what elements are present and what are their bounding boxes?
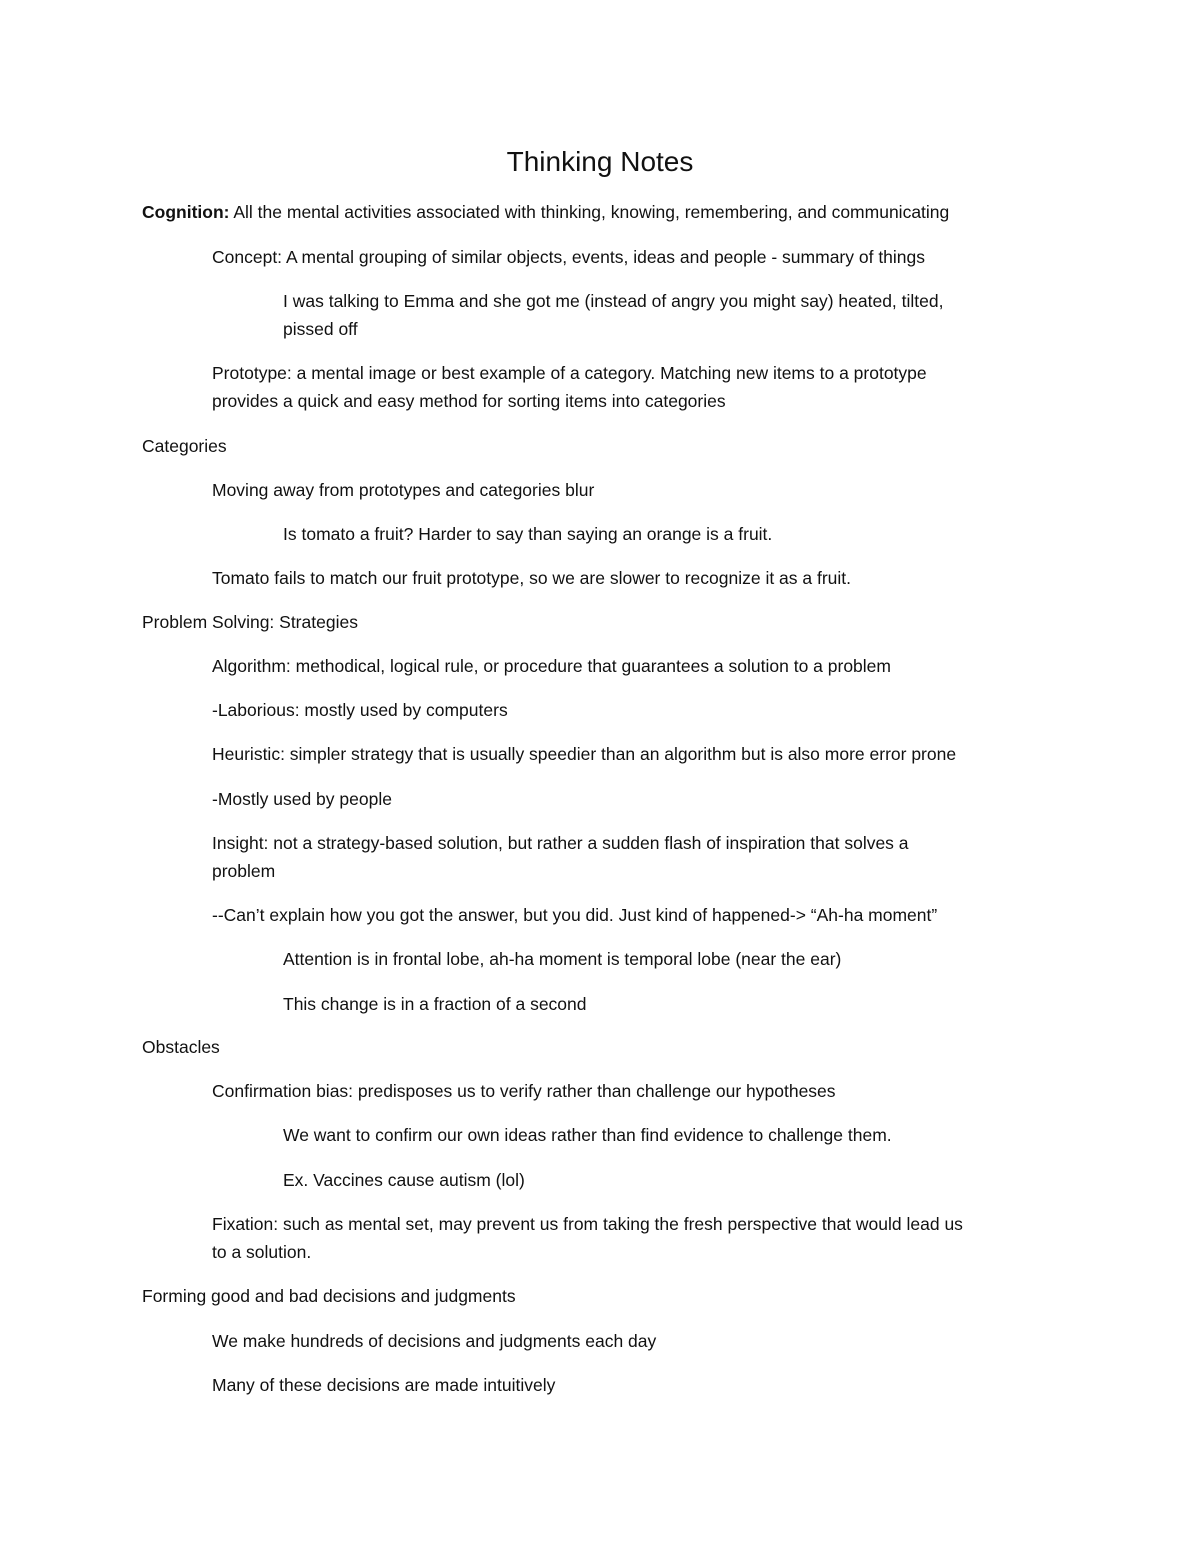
- laborious-note: -Laborious: mostly used by computers: [212, 700, 508, 720]
- insight-definition-line-2: problem: [212, 861, 276, 881]
- decisions-heading: Forming good and bad decisions and judgments: [142, 1286, 516, 1306]
- prototype-definition-line-1: Prototype: a mental image or best example of a category. Matching new items to a prototype: [212, 363, 927, 383]
- cognition-definition: [142, 198, 949, 226]
- intuitive-decisions-note: Many of these decisions are made intuitively: [212, 1375, 556, 1395]
- fixation-definition-line-1: Fixation: such as mental set, may prevent us from taking the fresh perspective that would lead us: [212, 1214, 963, 1234]
- tomato-fails-note: Tomato fails to match our fruit prototype, so we are slower to recognize it as a fruit.: [212, 568, 852, 588]
- mostly-people-note: -Mostly used by people: [212, 789, 392, 809]
- attention-note: Attention is in frontal lobe, ah-ha moment is temporal lobe (near the ear): [283, 949, 842, 969]
- heuristic-definition: Heuristic: simpler strategy that is usually speedier than an algorithm but is also more error prone: [212, 744, 957, 764]
- page-title: Thinking Notes: [506, 146, 694, 177]
- categories-heading: Categories: [142, 436, 227, 456]
- vaccines-example: Ex. Vaccines cause autism (lol): [283, 1170, 525, 1190]
- hundreds-decisions-note: We make hundreds of decisions and judgments each day: [212, 1331, 657, 1351]
- problem-solving-heading: Problem Solving: Strategies: [142, 612, 358, 632]
- cognition-text: All the mental activities associated with thinking, knowing, remembering, and communicating: [229, 202, 950, 222]
- cant-explain-note: --Can’t explain how you got the answer, but you did. Just kind of happened-> “Ah-ha moment”: [212, 905, 938, 925]
- tomato-question: Is tomato a fruit? Harder to say than saying an orange is a fruit.: [283, 524, 773, 544]
- moving-away-note: Moving away from prototypes and categories blur: [212, 480, 595, 500]
- fixation-definition-line-2: to a solution.: [212, 1242, 312, 1262]
- confirmation-bias-definition: Confirmation bias: predisposes us to verify rather than challenge our hypotheses: [212, 1081, 836, 1101]
- emma-example-line-2: pissed off: [283, 319, 358, 339]
- concept-definition: Concept: A mental grouping of similar objects, events, ideas and people - summary of things: [212, 247, 926, 267]
- obstacles-heading: Obstacles: [142, 1037, 220, 1057]
- confirm-ideas-note: We want to confirm our own ideas rather than find evidence to challenge them.: [283, 1125, 892, 1145]
- insight-definition-line-1: Insight: not a strategy-based solution, but rather a sudden flash of inspiration that solves a: [212, 833, 909, 853]
- algorithm-definition: Algorithm: methodical, logical rule, or procedure that guarantees a solution to a problem: [212, 656, 891, 676]
- fraction-note: This change is in a fraction of a second: [283, 994, 587, 1014]
- emma-example-line-1: I was talking to Emma and she got me (instead of angry you might say) heated, tilted,: [283, 291, 944, 311]
- prototype-definition-line-2: provides a quick and easy method for sorting items into categories: [212, 391, 726, 411]
- cognition-term: Cognition:: [142, 202, 230, 222]
